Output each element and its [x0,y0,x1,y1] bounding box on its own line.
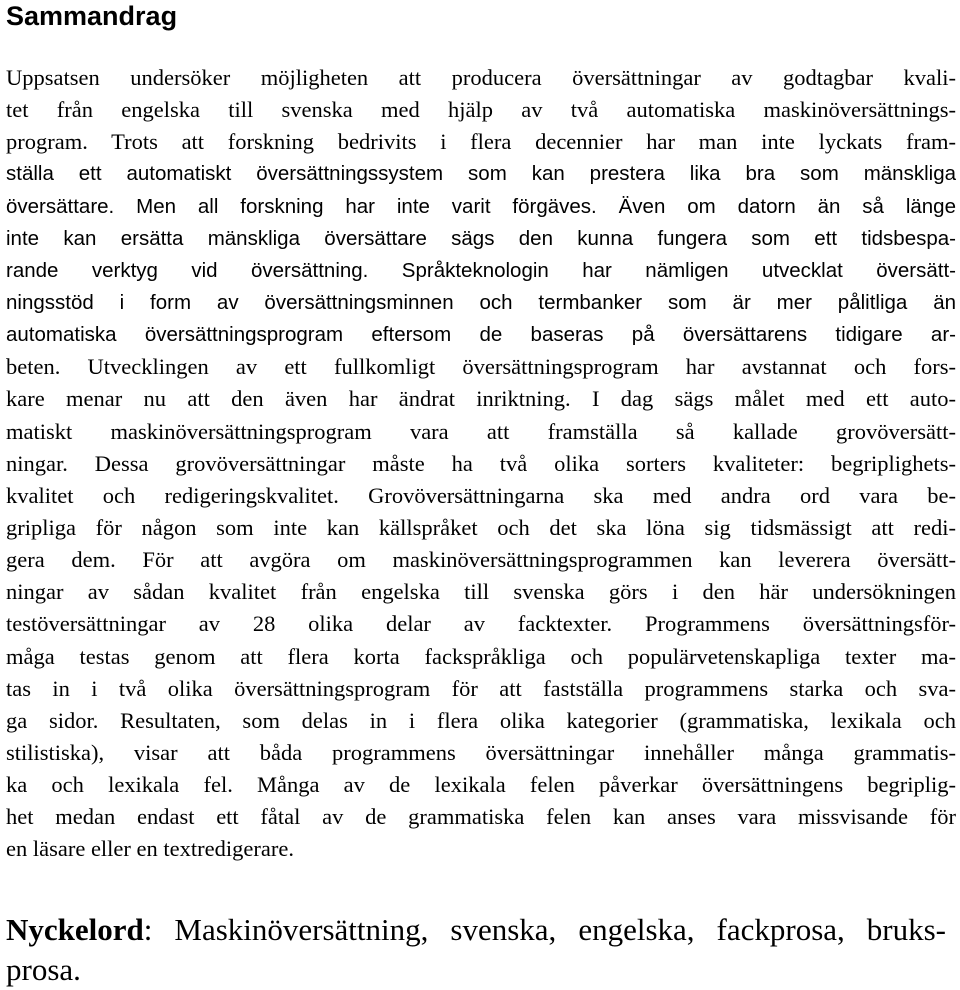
abstract-line: ställa ett automatiskt översättningssystem som kan prestera lika bra som mänskliga [6,162,956,186]
abstract-line: ningsstöd i form av översättningsminnen och termbanker som är mer pålitliga än [6,290,956,314]
abstract-line: testöversättningar av 28 olika delar av facktexter. Programmens översättningsför- [6,611,956,637]
abstract-line: stilistiska), visar att båda programmens översättningar innehåller många grammatis- [6,739,956,765]
abstract-line: ningar. Dessa grovöversättningar måste ha två olika sorters kvaliteter: begriplighets- [6,450,956,476]
keywords-line [6,910,946,950]
abstract-line: kare menar nu att den även har ändrat inriktning. I dag sägs målet med ett auto- [6,386,956,412]
abstract-line: rande verktyg vid översättning. Språkteknologin har nämligen utvecklat översätt- [6,258,956,282]
abstract-line: program. Trots att forskning bedrivits i flera decennier har man inte lyckats fram- [6,129,956,155]
keywords-block [6,910,946,990]
abstract-line: kvalitet och redigeringskvalitet. Grovöversättningarna ska med andra ord vara be- [6,482,956,508]
abstract-body [6,62,956,866]
abstract-line: het medan endast ett fåtal av de grammatiska felen kan anses vara missvisande för [6,804,956,830]
abstract-line: gripliga för någon som inte kan källspråket och det ska löna sig tidsmässigt att redi- [6,514,956,540]
keywords-label: Nyckelord [6,912,144,947]
abstract-line: Uppsatsen undersöker möjligheten att producera översättningar av godtagbar kvali- [6,65,956,90]
keywords-separator: : [143,912,153,947]
abstract-line: en läsare eller en textredigerare. [6,836,294,862]
abstract-line: tas in i två olika översättningsprogram för att fastställa programmens starka och sva- [6,675,956,701]
abstract-line: matiskt maskinöversättningsprogram vara att framställa så kallade grovöversätt- [6,418,956,444]
page-title: Sammandrag [6,1,178,31]
abstract-line: gera dem. För att avgöra om maskinöversättningsprogrammen kan leverera översätt- [6,547,956,573]
keywords-list: Maskinöversättning, svenska, engelska, fackprosa, bruks- [174,912,947,947]
abstract-line: översättare. Men all forskning har inte varit förgäves. Även om datorn än så länge [6,194,956,218]
abstract-line: ka och lexikala fel. Många av de lexikala felen påverkar översättningens begriplig- [6,772,956,798]
abstract-line: tet från engelska till svenska med hjälp av två automatiska maskinöversättnings- [6,97,956,123]
abstract-line: automatiska översättningsprogram eftersom de baseras på översättarens tidigare ar- [6,323,956,347]
keywords-continuation: prosa. [6,952,81,987]
abstract-line: inte kan ersätta mänskliga översättare sägs den kunna fungera som ett tidsbespa- [6,226,956,250]
abstract-line: ga sidor. Resultaten, som delas in i flera olika kategorier (grammatiska, lexikala och [6,707,956,733]
abstract-line: ningar av sådan kvalitet från engelska till svenska görs i den här undersökningen [6,579,956,605]
abstract-line: måga testas genom att flera korta fackspråkliga och populärvetenskapliga texter ma- [6,643,956,669]
abstract-line: beten. Utvecklingen av ett fullkomligt översättningsprogram har avstannat och fors- [6,354,956,380]
